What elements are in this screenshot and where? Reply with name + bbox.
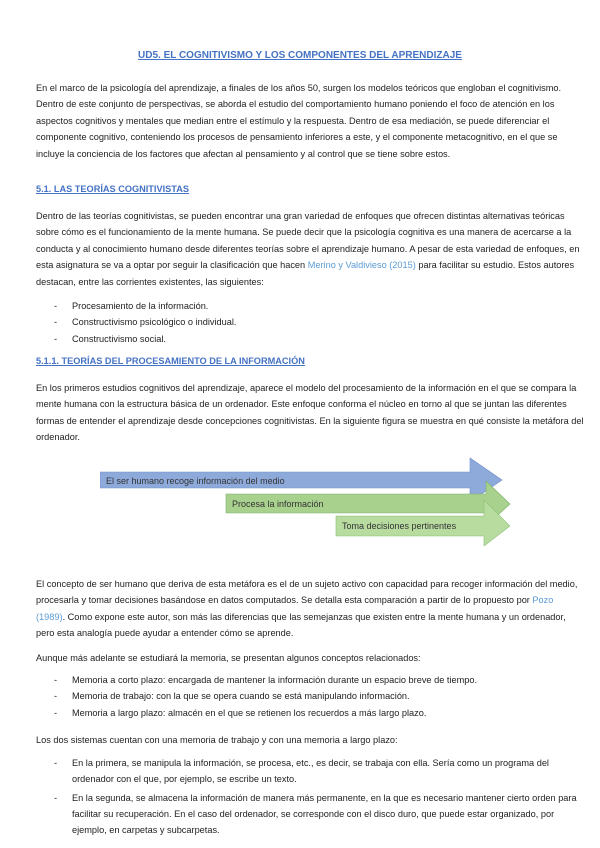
intro-paragraph: En el marco de la psicología del aprendizaje, a finales de los años 50, surgen los modelos teóricos que engloban el cognitivismo. Dentro de este conjunto de perspectivas, se aborda el estudio del comportamiento humano poniendo el foco de atención en los aspectos cognitivos y mentales que median entre el estímulo y la respuesta. Dentro de esa mediación, se puede diferenciar el componente cognitivo, conteniendo los procesos de pensamiento inferiores a este, y el componente metacognitivo, en el que se incluye la conciencia de los factores que afectan al pensamiento y al control que se tiene sobre estos. xyxy=(36,83,562,159)
list-item: - En la primera, se manipula la información, se procesa, etc., es decir, se trabaja con ella. Sería como un programa del ordenador con el que, por ejemplo, se escribe un texto. xyxy=(36,755,584,788)
section-heading-information-processing: 5.1.1. TEORÍAS DEL PROCESAMIENTO DE LA INFORMACIÓN xyxy=(36,356,305,366)
systems-list xyxy=(36,755,584,838)
section-heading-cognitive-theories: 5.1. LAS TEORÍAS COGNITIVISTAS xyxy=(36,184,189,194)
metaphor-text-b: . Como expone este autor, son más las diferencias que las semejanzas que existen entre la mente humana y un ordenador, pero esta analogía puede ayudar a entender cómo se aprende. xyxy=(36,611,566,639)
list-item: - En la segunda, se almacena la información de manera más permanente, en la que es necesario mantener cierto orden para facilitar su recuperación. En el caso del ordenador, se corresponde con el disco duro, que puede estar organizado, por ejemplo, en carpetas y subcarpetas. xyxy=(36,790,584,839)
memory-list xyxy=(36,672,584,721)
section1-text-a: Dentro de las teorías cognitivistas, se pueden encontrar una gran variedad de enfoques que ofrecen distintas alternativas teóricas sobre cómo es el funcionamiento de la mente humana. Se puede decir que la psicología cognitiva es una manera de acercarse a la conducta y al conocimiento humano desde diferentes teorías sobre el aprendizaje humano. A pesar de esta variedad de enfoques, en esta asignatura se va a optar por seguir la clasificación que hacen xyxy=(36,211,580,271)
section2-paragraph: En los primeros estudios cognitivos del aprendizaje, aparece el modelo del procesamiento de la información en el que se compara la mente humana con la estructura básica de un ordenador. Este enfoque conforma el núcleo en torno al que se juntan las diferentes formas de entender el aprendizaje desde concepciones cognitivistas. En la siguiente figura se muestra en qué consiste la metáfora del ordenador. xyxy=(36,383,584,443)
metaphor-paragraph xyxy=(36,576,584,642)
systems-intro-paragraph: Los dos sistemas cuentan con una memoria de trabajo y con una memoria a largo plazo: xyxy=(36,735,398,745)
list-item: - Memoria a largo plazo: almacén en el que se retienen los recuerdos a más largo plazo. xyxy=(36,705,584,721)
metaphor-text-a: El concepto de ser humano que deriva de esta metáfora es el de un sujeto activo con capacidad para recoger información del medio, procesarla y tomar decisiones basándose en datos computados. Se detalla esta comparación a partir de lo propuesto por xyxy=(36,579,578,606)
section1-text-b: para facilitar su estudio. Estos autores destacan, entre las corrientes existentes, las siguientes: xyxy=(36,260,575,287)
list-item: - Constructivismo social. xyxy=(36,331,584,347)
memory-intro-paragraph: Aunque más adelante se estudiará la memoria, se presentan algunos conceptos relacionados: xyxy=(36,653,421,663)
arrow3-label: Toma decisiones pertinentes xyxy=(342,521,457,531)
theories-list xyxy=(36,298,584,347)
citation-pozo[interactable]: Pozo (1989) xyxy=(36,595,554,622)
section1-paragraph xyxy=(36,208,584,290)
list-item: - Procesamiento de la información. xyxy=(36,298,584,314)
list-item: - Memoria a corto plazo: encargada de mantener la información durante un espacio breve de tiempo. xyxy=(36,672,584,688)
list-item: - Memoria de trabajo: con la que se opera cuando se está manipulando información. xyxy=(36,688,584,704)
document-title: UD5. EL COGNITIVISMO Y LOS COMPONENTES DEL APRENDIZAJE xyxy=(138,50,462,61)
arrow1-label: El ser humano recoge información del medio xyxy=(106,476,285,486)
arrow2-label: Procesa la información xyxy=(232,499,324,509)
list-item: - Constructivismo psicológico o individual. xyxy=(36,314,584,330)
citation-merino-valdivieso[interactable]: Merino y Valdivieso (2015) xyxy=(307,260,416,271)
computer-metaphor-diagram xyxy=(100,456,510,546)
